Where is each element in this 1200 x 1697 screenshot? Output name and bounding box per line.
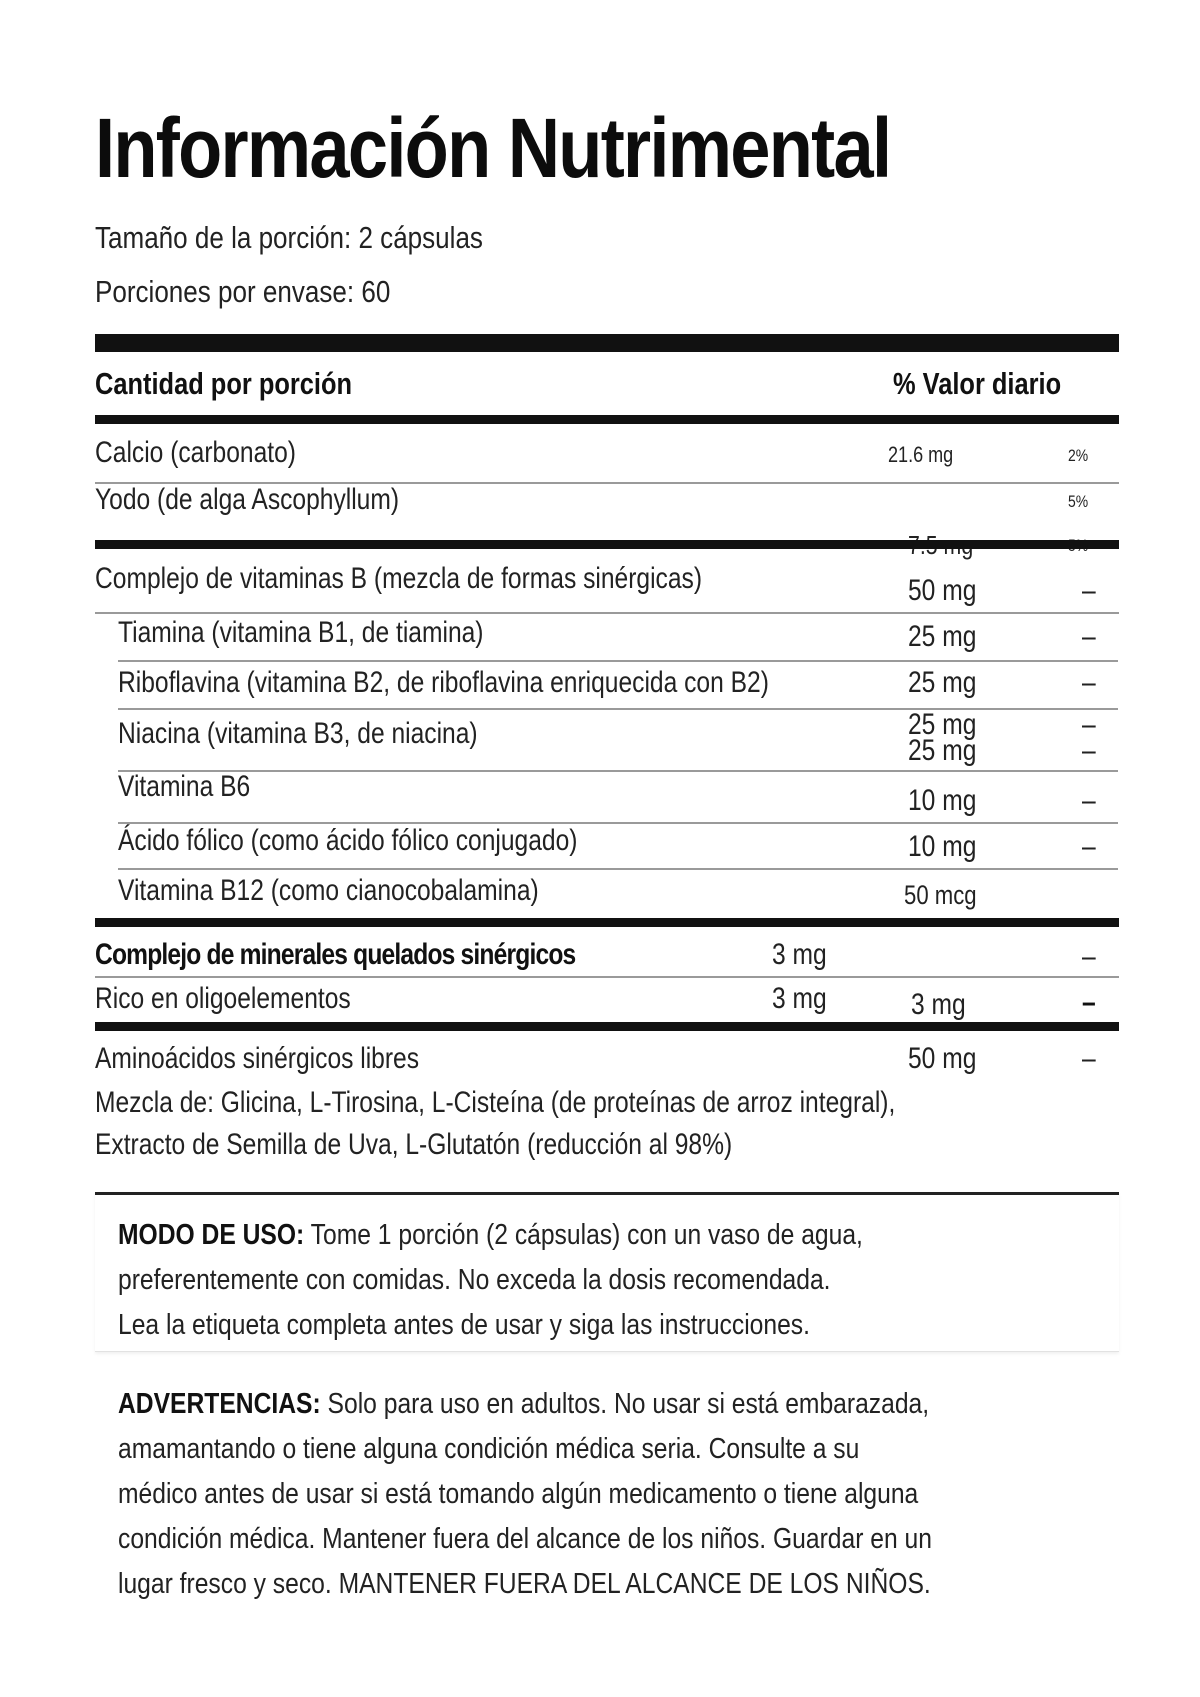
section-divider-b-complex <box>95 540 1119 549</box>
header-divider <box>95 415 1119 424</box>
row-calcium-dv: 2% <box>1068 446 1089 465</box>
row-iodine-dv: 5% <box>1068 492 1089 511</box>
row-niacin-amount-overlap: 25 mg <box>908 734 977 767</box>
row-divider <box>95 612 1119 614</box>
row-b12-name: Vitamina B12 (como cianocobalamina) <box>118 874 539 907</box>
panel-title: Información Nutrimental <box>95 101 891 195</box>
warnings-line-2: amamantando o tiene alguna condición médica seria. Consulte a su <box>118 1433 860 1465</box>
row-divider <box>118 868 1118 870</box>
row-thiamine-dv: – <box>1082 620 1096 653</box>
row-amino-dv: – <box>1082 1042 1096 1075</box>
amino-note-line-2: Extracto de Semilla de Uva, L-Glutatón (reducción al 98%) <box>95 1128 733 1161</box>
row-amino-amount: 50 mg <box>908 1042 977 1075</box>
row-b-complex-dv: – <box>1082 574 1096 607</box>
section-divider-amino <box>95 1022 1119 1031</box>
row-trace-elements-amount-overlap: 3 mg <box>911 988 966 1021</box>
usage-label: MODO DE USO: <box>118 1219 305 1251</box>
row-b6-name: Vitamina B6 <box>118 770 251 803</box>
row-divider <box>95 976 1119 978</box>
row-trace-elements-amount: 3 mg <box>772 982 827 1015</box>
row-riboflavin-dv: – <box>1082 666 1096 699</box>
usage-line-1: Tome 1 porción (2 cápsulas) con un vaso de agua, <box>310 1219 863 1251</box>
row-iodine-name: Yodo (de alga Ascophyllum) <box>95 483 400 516</box>
row-folic-name: Ácido fólico (como ácido fólico conjugado) <box>118 824 578 857</box>
serving-size: Tamaño de la porción: 2 cápsulas <box>95 220 483 255</box>
amino-note-line-1: Mezcla de: Glicina, L-Tirosina, L-Cisteína (de proteínas de arroz integral), <box>95 1086 896 1119</box>
warnings-section <box>118 1382 1098 1607</box>
row-thiamine-name: Tiamina (vitamina B1, de tiamina) <box>118 616 484 649</box>
row-folic-amount: 10 mg <box>908 830 977 863</box>
servings-per-container: Porciones por envase: 60 <box>95 274 391 309</box>
row-amino-name: Aminoácidos sinérgicos libres <box>95 1042 420 1075</box>
row-niacin-amount: 25 mg <box>908 708 977 741</box>
warnings-line-1: Solo para uso en adultos. No usar si está embarazada, <box>327 1388 930 1420</box>
row-b6-dv: – <box>1082 784 1096 817</box>
row-niacin-dv: – <box>1082 708 1096 741</box>
row-trace-elements-dv: – <box>1082 986 1096 1019</box>
header-amount-per-serving: Cantidad por porción <box>95 366 353 401</box>
row-b-complex-name: Complejo de vitaminas B (mezcla de formas sinérgicas) <box>95 562 703 595</box>
row-b6-amount: 10 mg <box>908 784 977 817</box>
row-divider <box>118 770 1118 772</box>
row-calcium-name: Calcio (carbonato) <box>95 436 297 469</box>
row-riboflavin-name: Riboflavina (vitamina B2, de riboflavina enriquecida con B2) <box>118 666 769 699</box>
top-divider <box>95 334 1119 352</box>
row-minerals-name: Complejo de minerales quelados sinérgicos <box>95 938 576 971</box>
row-niacin-dv-overlap: – <box>1082 734 1096 767</box>
header-daily-value: % Valor diario <box>893 366 1062 401</box>
row-thiamine-amount: 25 mg <box>908 620 977 653</box>
row-riboflavin-amount: 25 mg <box>908 666 977 699</box>
row-minerals-dv: – <box>1082 940 1096 973</box>
row-b-complex-amount: 50 mg <box>908 574 977 607</box>
row-divider <box>118 660 1118 662</box>
row-minerals-amount: 3 mg <box>772 938 827 971</box>
warnings-line-3: médico antes de usar si está tomando algún medicamento o tiene alguna <box>118 1478 919 1510</box>
usage-instructions <box>118 1213 1098 1348</box>
row-folic-dv: – <box>1082 830 1096 863</box>
usage-line-2: preferentemente con comidas. No exceda la dosis recomendada. <box>118 1264 831 1296</box>
row-b12-amount: 50 mcg <box>904 880 977 910</box>
warnings-line-4: condición médica. Mantener fuera del alcance de los niños. Guardar en un <box>118 1523 932 1555</box>
warnings-line-5: lugar fresco y seco. MANTENER FUERA DEL ALCANCE DE LOS NIÑOS. <box>118 1568 931 1600</box>
section-divider-minerals <box>95 918 1119 927</box>
warnings-label: ADVERTENCIAS: <box>118 1388 321 1420</box>
row-niacin-name: Niacina (vitamina B3, de niacina) <box>118 717 478 750</box>
row-calcium-amount: 21.6 mg <box>888 442 954 467</box>
usage-line-3: Lea la etiqueta completa antes de usar y siga las instrucciones. <box>118 1309 810 1341</box>
row-trace-elements-name: Rico en oligoelementos <box>95 982 351 1015</box>
